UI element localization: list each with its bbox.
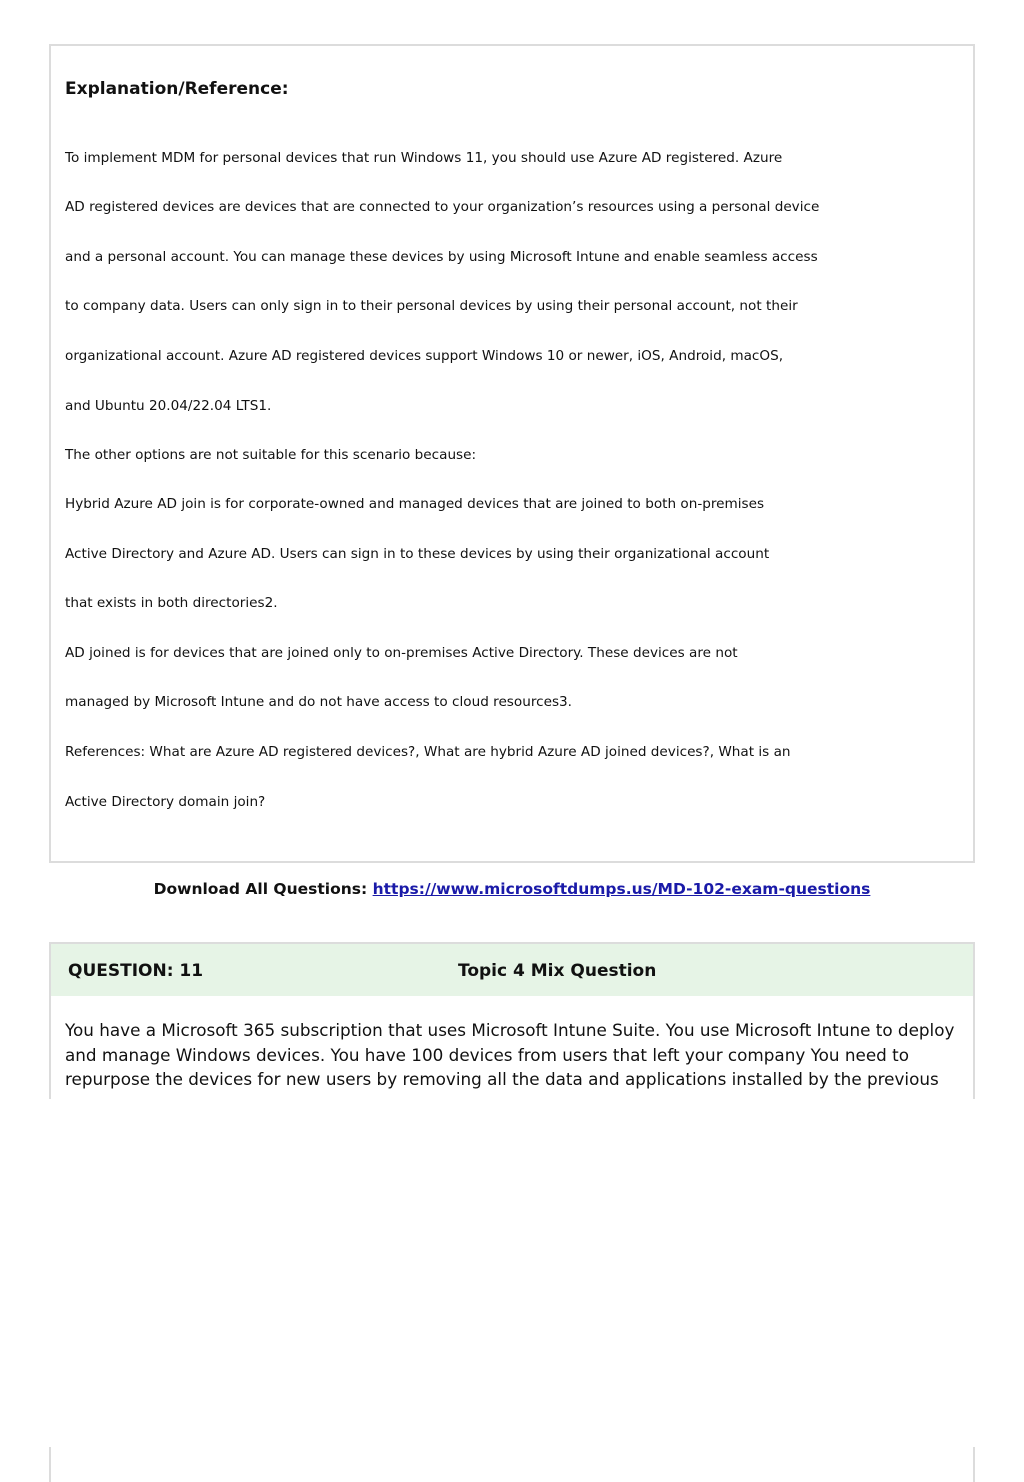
question-text-line: and manage Windows devices. You have 100 devices from users that left your company You need to [65, 1045, 909, 1065]
explanation-line: AD joined is for devices that are joined only to on-premises Active Directory. These devices are not [65, 645, 738, 661]
explanation-line: organizational account. Azure AD registered devices support Windows 10 or newer, iOS, Android, macOS, [65, 348, 784, 364]
explanation-line: The other options are not suitable for this scenario because: [65, 447, 477, 463]
download-link[interactable]: https://www.microsoftdumps.us/MD-102-exam-questions [372, 880, 871, 898]
explanation-line: to company data. Users can only sign in to their personal devices by using their personal account, not their [65, 298, 798, 314]
explanation-line: Active Directory domain join? [65, 794, 266, 810]
blank-page-area [0, 1099, 1024, 1447]
download-label: Download All Questions: [153, 880, 373, 898]
explanation-panel [49, 44, 975, 863]
question-text-line: repurpose the devices for new users by removing all the data and applications installed by the previous [65, 1069, 939, 1089]
explanation-line: managed by Microsoft Intune and do not have access to cloud resources3. [65, 694, 573, 710]
explanation-line: and a personal account. You can manage these devices by using Microsoft Intune and enable seamless access [65, 249, 818, 265]
explanation-heading: Explanation/Reference: [65, 79, 289, 99]
explanation-line: AD registered devices are devices that are connected to your organization’s resources using a personal device [65, 199, 820, 215]
question-header [51, 944, 973, 996]
explanation-line: To implement MDM for personal devices that run Windows 11, you should use Azure AD registered. Azure [65, 150, 783, 166]
question-number: QUESTION: 11 [68, 961, 204, 981]
explanation-line: Active Directory and Azure AD. Users can sign in to these devices by using their organizational account [65, 546, 770, 562]
explanation-line: that exists in both directories2. [65, 595, 278, 611]
explanation-line: and Ubuntu 20.04/22.04 LTS1. [65, 398, 272, 414]
explanation-line: Hybrid Azure AD join is for corporate-owned and managed devices that are joined to both on-premises [65, 496, 765, 512]
download-all-questions [0, 880, 1024, 898]
explanation-line: References: What are Azure AD registered devices?, What are hybrid Azure AD joined devices?, What is an [65, 744, 791, 760]
question-text-line: You have a Microsoft 365 subscription that uses Microsoft Intune Suite. You use Microsoft Intune to deploy [65, 1020, 955, 1040]
question-topic: Topic 4 Mix Question [458, 961, 657, 981]
